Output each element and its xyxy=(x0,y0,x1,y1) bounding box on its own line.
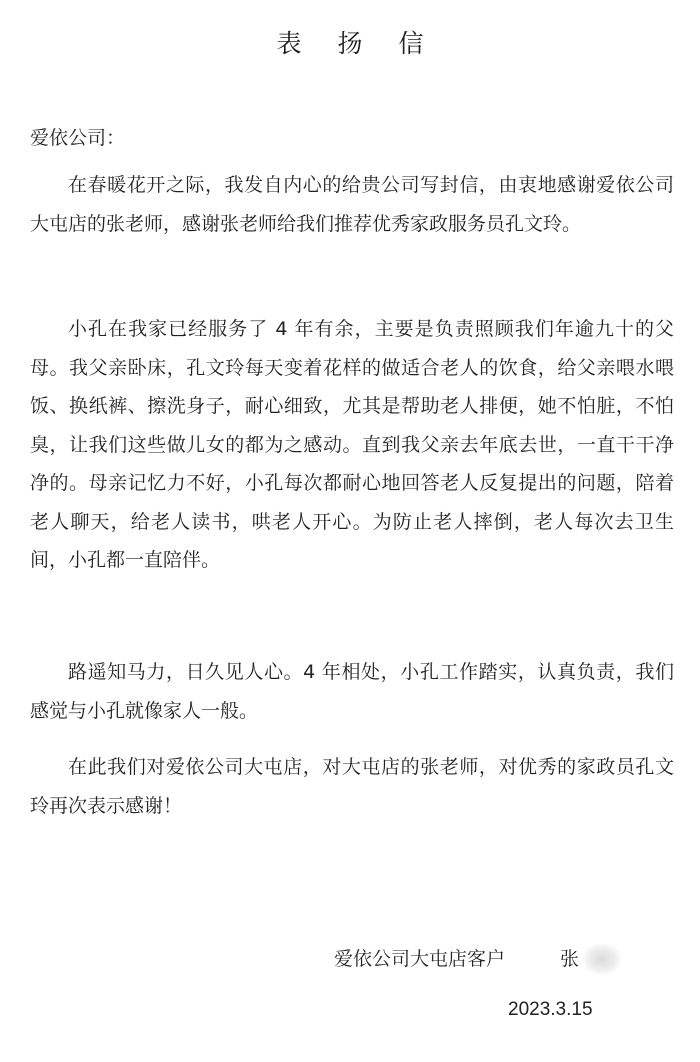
redacted-name-blur xyxy=(583,944,621,974)
letter-title: 表 扬 信 xyxy=(276,29,438,58)
signature-date: 2023.3.15 xyxy=(508,999,593,1020)
letter-paragraph-4: 在此我们对爱依公司大屯店，对大屯店的张老师，对优秀的家政员孔文玲再次表示感谢！ xyxy=(30,756,674,817)
letter-salutation: 爱依公司： xyxy=(30,127,126,149)
letter-paragraph-1: 在春暖花开之际，我发自内心的给贵公司写封信，由衷地感谢爱依公司大屯店的张老师，感谢张老师给我们推荐优秀家政服务员孔文玲。 xyxy=(30,174,674,235)
signature-sender: 爱依公司大屯店客户 xyxy=(334,948,506,970)
signature-surname: 张 xyxy=(560,948,580,970)
letter-paragraph-3: 路遥知马力，日久见人心。4 年相处，小孔工作踏实，认真负责，我们感觉与小孔就像家人一般。 xyxy=(30,661,674,722)
letter-paragraph-2: 小孔在我家已经服务了 4 年有余，主要是负责照顾我们年逾九十的父母。我父亲卧床，孔文玲每天变着花样的做适合老人的饮食，给父亲喂水喂饭、换纸裤、擦洗身子，耐心细致，尤其是帮助老人排便，她不怕脏，不怕臭，让我们这些做儿女的都为之感动。直到我父亲去年底去世，一直干干净净的。母亲记忆力不好，小孔每次都耐心地回答老人反复提出的问题，陪着老人聊天，给老人读书，哄老人开心。为防止老人摔倒，老人每次去卫生间，小孔都一直陪伴。 xyxy=(30,318,674,571)
